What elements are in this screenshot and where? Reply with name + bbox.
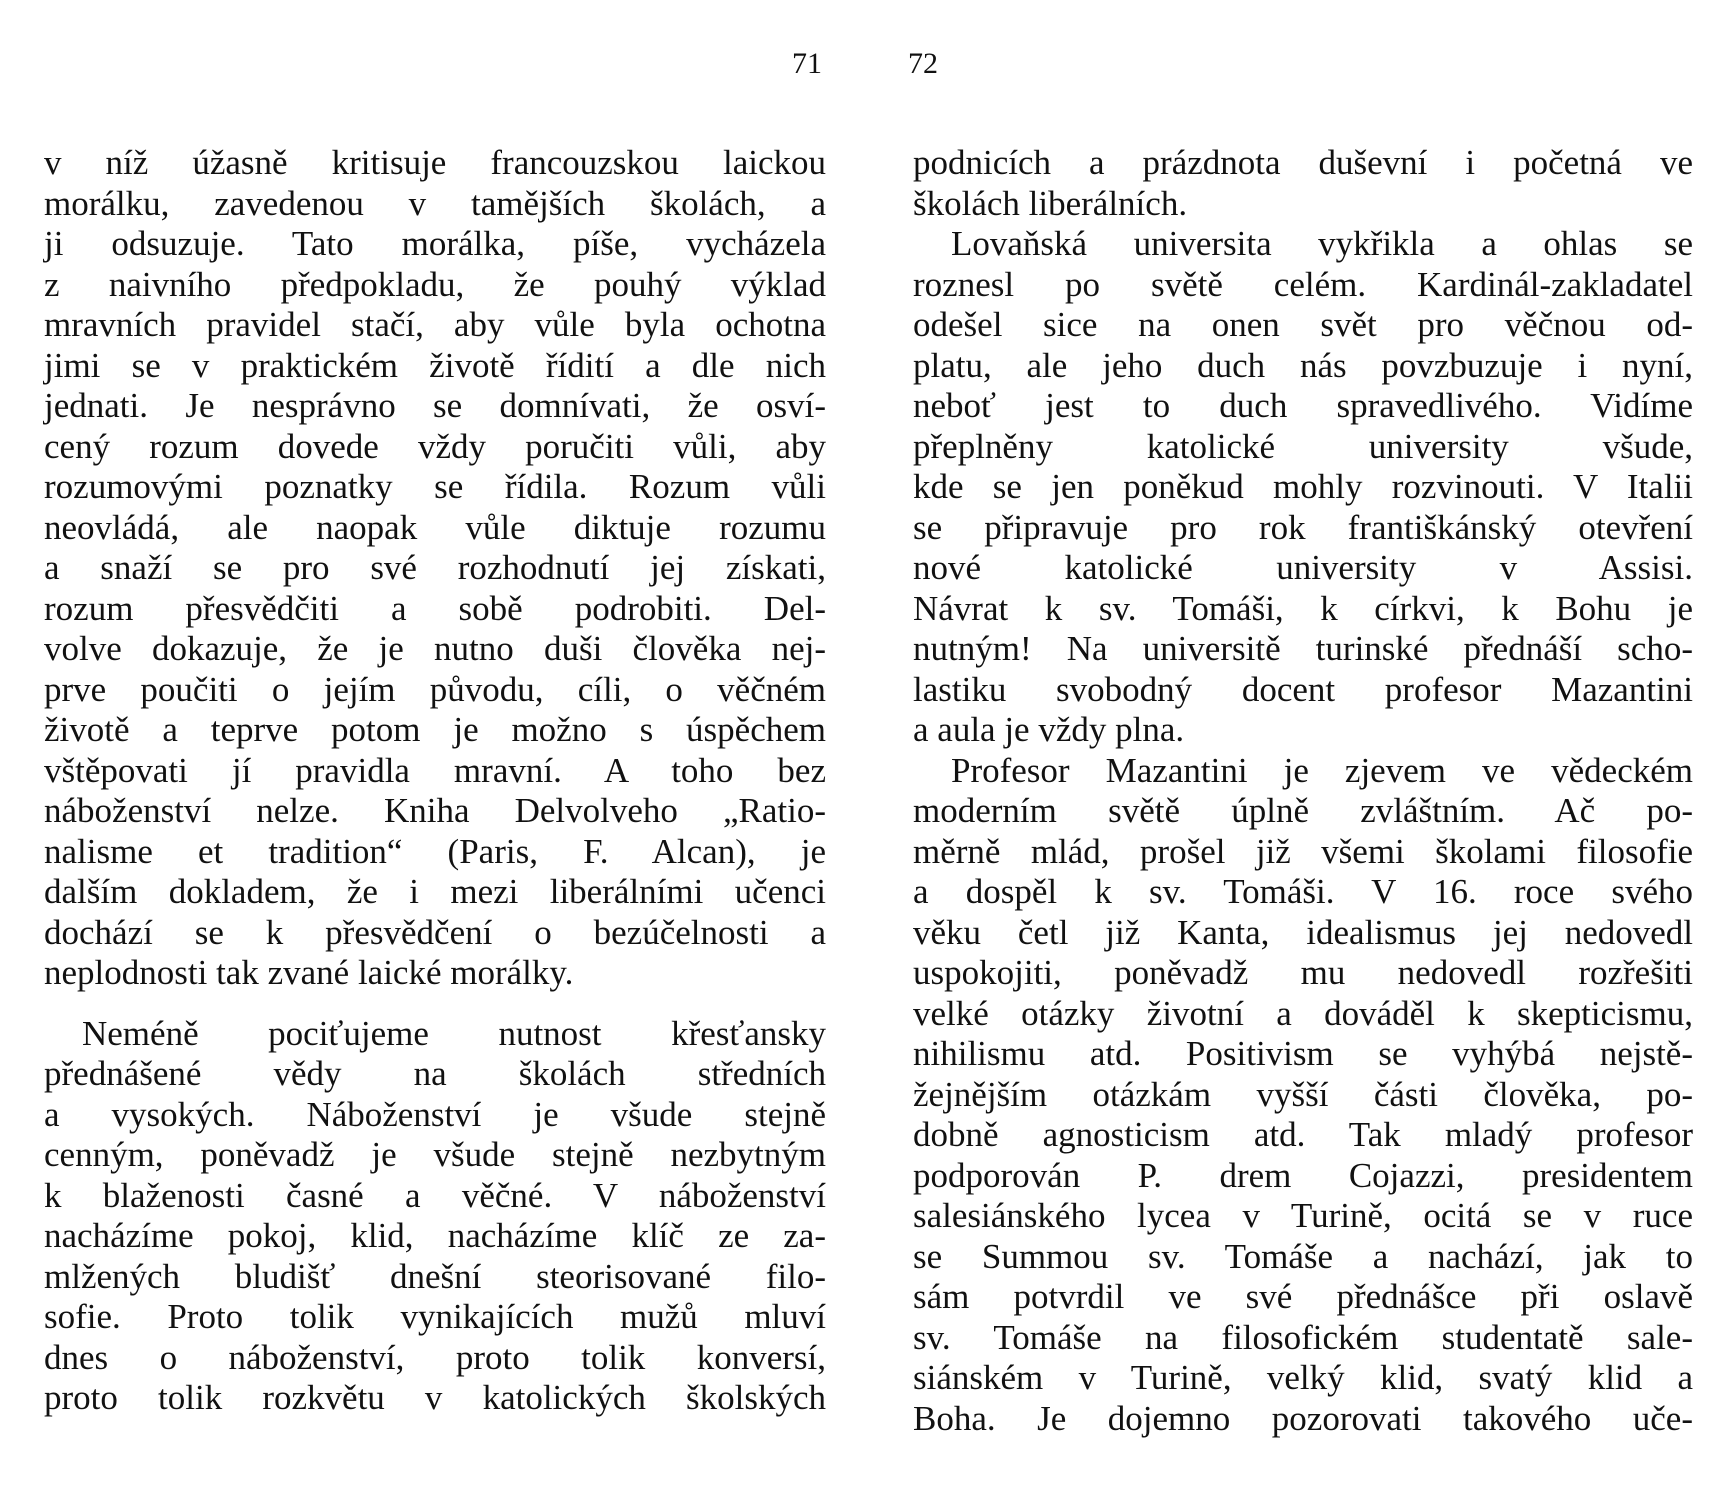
text-line: podnicích a prázdnota duševní i početná ve: [913, 143, 1693, 182]
text-line: a aula je vždy plna.: [913, 710, 1185, 749]
text-line: uspokojiti, poněvadž mu nedovedl rozřešiti: [913, 953, 1693, 992]
paragraph: [44, 1014, 826, 1419]
text-line: sám potvrdil ve své přednášce při oslavě: [913, 1277, 1693, 1316]
text-line: školách liberálních.: [913, 183, 1188, 223]
text-line: žejnějším otázkám vyšší části člověka, po-: [913, 1074, 1693, 1114]
text-line: přeplněny katolické university všude,: [913, 426, 1693, 466]
page-number-right: 72: [908, 47, 938, 80]
text-line: a dospěl k sv. Tomáši. V 16. roce svého: [913, 872, 1693, 911]
paragraph: [913, 143, 1693, 224]
text-line: sofie. Proto tolik vynikajících mužů mluví: [44, 1297, 826, 1336]
paragraph: [913, 751, 1693, 1440]
text-line: podporován P. drem Cojazzi, presidentem: [913, 1155, 1693, 1195]
text-line: platu, ale jeho duch nás povzbuzuje i nyní,: [913, 345, 1693, 385]
text-line: se Summou sv. Tomáše a nachází, jak to: [913, 1236, 1693, 1276]
text-line: dochází se k přesvědčení o bezúčelnosti a: [44, 912, 826, 952]
text-line: v níž úžasně kritisuje francouzskou laickou: [44, 143, 826, 182]
text-line: nutným! Na universitě turinské přednáší scho-: [913, 629, 1693, 668]
text-line: mravních pravidel stačí, aby vůle byla ochotna: [44, 305, 826, 344]
text-line: ji odsuzuje. Tato morálka, píše, vycházela: [44, 224, 826, 263]
text-line: dobně agnosticism atd. Tak mladý profesor: [913, 1115, 1693, 1154]
text-line: kde se jen poněkud mohly rozvinouti. V Italii: [913, 467, 1693, 506]
text-line: Návrat k sv. Tomáši, k církvi, k Bohu je: [913, 588, 1693, 628]
text-line: volve dokazuje, že je nutno duši člověka nej-: [44, 629, 826, 668]
text-line: měrně mlád, prošel již všemi školami filosofie: [913, 831, 1693, 871]
text-line: a snaží se pro své rozhodnutí jej získati,: [44, 548, 826, 587]
text-line: dnes o náboženství, proto tolik konversí,: [44, 1337, 826, 1377]
text-line: a vysokých. Náboženství je všude stejně: [44, 1094, 826, 1134]
text-line: velké otázky životní a dováděl k skepticismu,: [913, 993, 1693, 1033]
paragraph: [913, 224, 1693, 751]
text-line: nalisme et tradition“ (Paris, F. Alcan), je: [44, 831, 826, 871]
text-line: náboženství nelze. Kniha Delvolveho „Ratio-: [44, 791, 826, 830]
text-line: odešel sice na onen svět pro věčnou od-: [913, 305, 1693, 344]
left-page-column: [44, 143, 826, 1419]
text-line: nihilismu atd. Positivism se vyhýbá nejstě-: [913, 1034, 1693, 1073]
text-line: nacházíme pokoj, klid, nacházíme klíč ze za-: [44, 1216, 826, 1255]
text-line: mlžených bludišť dnešní steorisované filo-: [44, 1256, 826, 1296]
page-number-left: 71: [792, 47, 822, 80]
text-line: neplodnosti tak zvané laické morálky.: [44, 953, 574, 992]
text-line: se připravuje pro rok františkánský otevření: [913, 507, 1693, 547]
text-line: siánském v Turině, velký klid, svatý klid a: [913, 1358, 1693, 1397]
text-line: Neméně pociťujeme nutnost křesťansky: [82, 1013, 826, 1053]
text-line: roznesl po světě celém. Kardinál-zakladatel: [913, 264, 1693, 304]
text-line: lastiku svobodný docent profesor Mazantini: [913, 669, 1693, 709]
text-line: životě a teprve potom je možno s úspěchem: [44, 710, 826, 749]
text-line: sv. Tomáše na filosofickém studentatě sale-: [913, 1317, 1693, 1357]
text-line: proto tolik rozkvětu v katolických školských: [44, 1378, 826, 1417]
text-line: jimi se v praktickém životě řídití a dle nich: [44, 345, 826, 385]
text-line: Lovaňská universita vykřikla a ohlas se: [951, 224, 1693, 263]
text-line: jednati. Je nesprávno se domnívati, že osví-: [44, 386, 826, 425]
text-line: cený rozum dovede vždy poručiti vůli, aby: [44, 426, 826, 466]
text-line: cenným, poněvadž je všude stejně nezbytným: [44, 1135, 826, 1174]
text-line: neboť jest to duch spravedlivého. Vidíme: [913, 386, 1693, 425]
text-line: k blaženosti časné a věčné. V náboženství: [44, 1175, 826, 1215]
paragraph: [44, 143, 826, 994]
text-line: věku četl již Kanta, idealismus jej nedovedl: [913, 912, 1693, 952]
text-line: z naivního předpokladu, že pouhý výklad: [44, 264, 826, 304]
text-line: prve poučiti o jejím původu, cíli, o věčném: [44, 669, 826, 709]
text-line: přednášené vědy na školách středních: [44, 1054, 826, 1093]
text-line: rozumovými poznatky se řídila. Rozum vůli: [44, 467, 826, 506]
text-line: Boha. Je dojemno pozorovati takového uče-: [913, 1398, 1693, 1438]
text-line: dalším dokladem, že i mezi liberálními učenci: [44, 872, 826, 911]
text-line: Profesor Mazantini je zjevem ve vědeckém: [951, 750, 1693, 790]
text-line: morálku, zavedenou v tamějších školách, a: [44, 183, 826, 223]
text-line: neovládá, ale naopak vůle diktuje rozumu: [44, 507, 826, 547]
text-line: moderním světě úplně zvláštním. Ač po-: [913, 791, 1693, 830]
text-line: salesiánského lycea v Turině, ocitá se v ruce: [913, 1196, 1693, 1235]
text-line: nové katolické university v Assisi.: [913, 548, 1693, 587]
right-page-column: [913, 143, 1693, 1439]
text-line: rozum přesvědčiti a sobě podrobiti. Del-: [44, 588, 826, 628]
text-line: vštěpovati jí pravidla mravní. A toho bez: [44, 750, 826, 790]
